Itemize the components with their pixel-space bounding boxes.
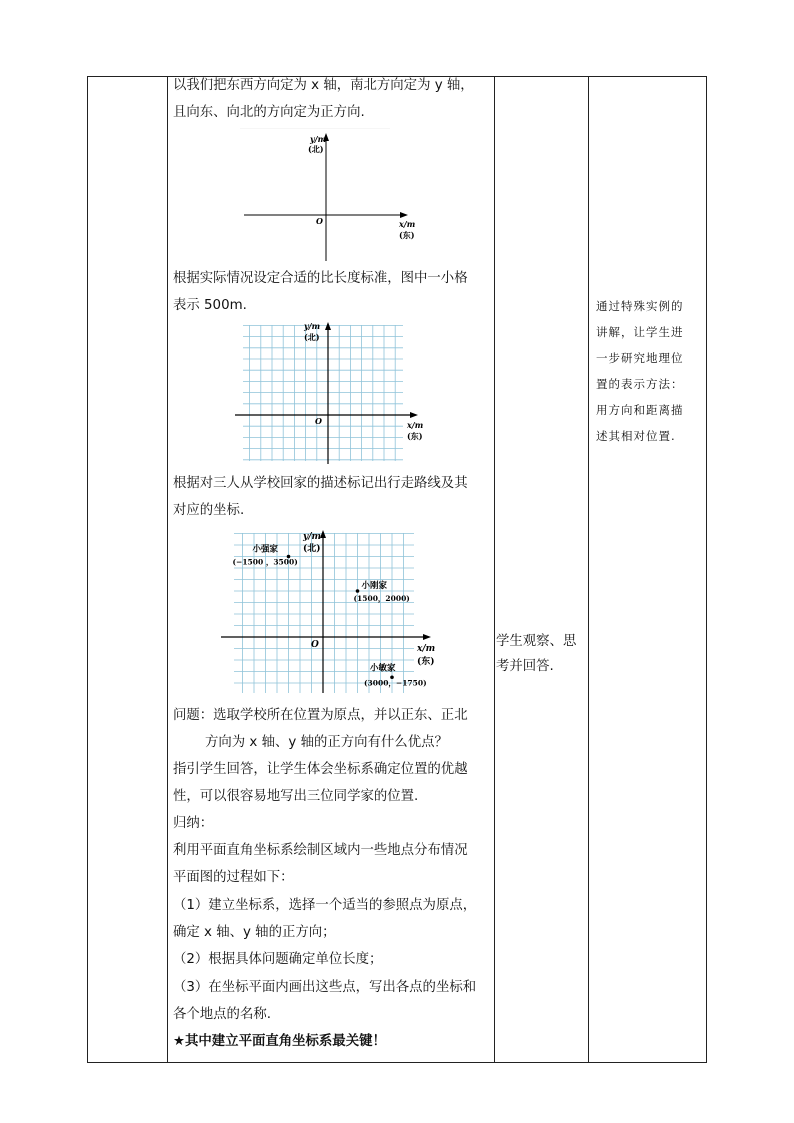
home-point-name: 小刚家 — [361, 581, 388, 591]
step-text: （3）在坐标平面内画出这些点，写出各点的坐标和 — [173, 980, 477, 995]
home-point-name: 小强家 — [252, 544, 279, 555]
y-axis-label: y/m — [304, 321, 321, 331]
y-axis-direction: (北) — [304, 332, 320, 342]
summary-label: 归纳： — [173, 816, 214, 831]
home-points — [233, 544, 427, 689]
y-axis-label: y/m — [310, 134, 327, 144]
figure-axes — [240, 128, 430, 263]
column-divider — [494, 77, 495, 1062]
x-axis-direction: (东) — [399, 230, 415, 240]
y-axis-label: y/m — [303, 532, 322, 542]
summary-text: 平面图的过程如下： — [173, 870, 294, 885]
home-point-marker — [356, 589, 360, 593]
guide-text: 性，可以很容易地写出三位同学家的位置. — [173, 789, 419, 804]
note-line: 通过特殊实例的 — [596, 299, 684, 313]
text-line: 表示 500m. — [173, 298, 247, 313]
step-text: （2）根据具体问题确定单位长度； — [173, 952, 383, 967]
home-point-coord: (−1500 ，3500) — [232, 557, 298, 567]
home-point-name: 小敏家 — [370, 663, 396, 674]
question-text: 问题：选取学校所在位置为原点，并以正东、正北 — [173, 708, 468, 723]
note-line: 用方向和距离描 — [596, 403, 684, 417]
response-line: 学生观察、思 — [496, 634, 577, 649]
text-line: 对应的坐标. — [173, 503, 245, 518]
response-line: 考并回答. — [496, 659, 554, 674]
home-point-coord: (3000，−1750) — [364, 678, 427, 688]
origin-label: O — [315, 416, 322, 426]
note-line: 一步研究地理位 — [596, 351, 684, 365]
guide-text: 指引学生回答，让学生体会坐标系确定位置的优越 — [173, 762, 468, 777]
step-text: 各个地点的名称. — [173, 1007, 271, 1022]
column-divider — [588, 77, 589, 1062]
key-point: ★其中建立平面直角坐标系最关键！ — [173, 1034, 386, 1049]
text-line: 根据对三人从学校回家的描述标记出行走路线及其 — [173, 476, 468, 491]
question-text: 方向为 x 轴、y 轴的正方向有什么优点？ — [205, 735, 448, 750]
note-line: 置的表示方法： — [596, 377, 684, 391]
home-point-coord: (1500，2000) — [353, 594, 410, 603]
step-text: 确定 x 轴、y 轴的正方向； — [173, 925, 336, 940]
figure-grid — [233, 319, 433, 464]
text-line: 根据实际情况设定合适的比长度标准，图中一小格 — [173, 271, 468, 286]
note-line: 述其相对位置. — [596, 429, 676, 443]
x-axis-direction: (东) — [407, 431, 423, 441]
x-axis-label: x/m — [417, 644, 436, 654]
x-axis-label: x/m — [407, 420, 424, 430]
y-axis-direction: (北) — [303, 544, 321, 554]
x-axis-label: x/m — [399, 219, 416, 229]
summary-text: 利用平面直角坐标系绘制区域内一些地点分布情况 — [173, 843, 468, 858]
origin-label: O — [311, 640, 319, 650]
note-line: 讲解，让学生进 — [596, 325, 684, 339]
text-line: 以我们把东西方向定为 x 轴，南北方向定为 y 轴， — [173, 78, 474, 93]
y-axis-direction: (北) — [308, 144, 324, 154]
grid-lines — [243, 325, 403, 461]
text-line: 且向东、向北的方向定为正方向. — [173, 105, 365, 120]
step-text: （1）建立坐标系，选择一个适当的参照点为原点， — [173, 898, 477, 913]
column-divider — [167, 77, 168, 1062]
figure-homes-map — [219, 527, 439, 699]
origin-label: O — [316, 216, 323, 226]
x-axis-direction: (东) — [417, 657, 435, 667]
